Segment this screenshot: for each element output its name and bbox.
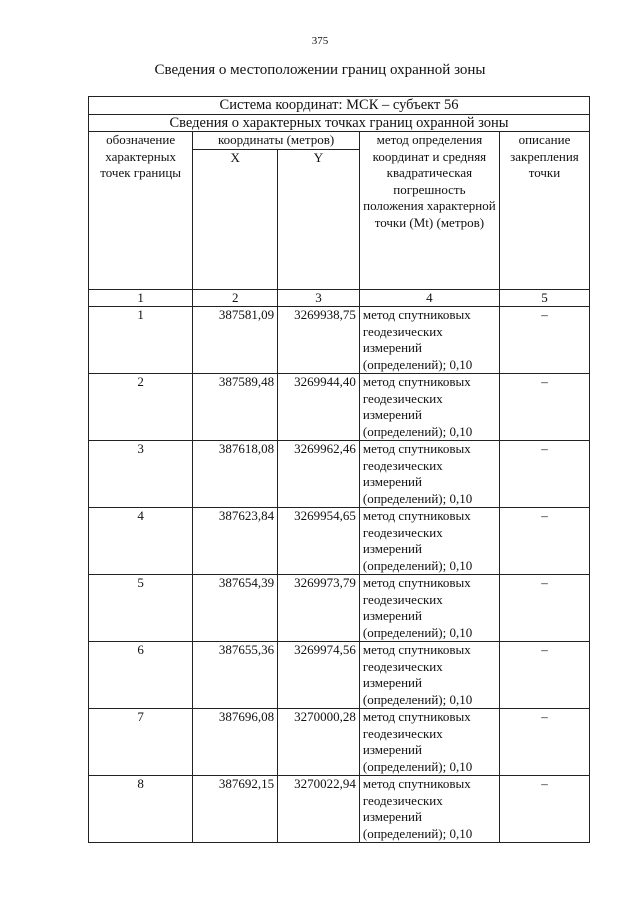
document-title: Сведения о местоположении границ охранной зоны	[154, 62, 486, 78]
method-cell: метод спутниковых геодезических измерений (определений); 0,10	[359, 575, 499, 642]
y-coordinate-cell: 3269938,75	[278, 307, 360, 374]
description-cell: –	[499, 374, 589, 441]
page-number: 375	[311, 35, 329, 47]
column-number-2: 2	[193, 289, 278, 307]
table-row	[89, 441, 590, 508]
x-coordinate-cell: 387618,08	[193, 441, 278, 508]
section-title-cell: Сведения о характерных точках границ охранной зоны	[89, 114, 590, 132]
y-coordinate-cell: 3269973,79	[278, 575, 360, 642]
method-cell: метод спутниковых геодезических измерений (определений); 0,10	[359, 307, 499, 374]
description-cell: –	[499, 441, 589, 508]
header-x: X	[193, 149, 278, 289]
description-cell: –	[499, 642, 589, 709]
point-number-cell: 8	[89, 776, 193, 843]
y-coordinate-cell: 3269974,56	[278, 642, 360, 709]
table-row	[89, 642, 590, 709]
column-number-4: 4	[359, 289, 499, 307]
method-cell: метод спутниковых геодезических измерений (определений); 0,10	[359, 508, 499, 575]
point-number-cell: 3	[89, 441, 193, 508]
y-coordinate-cell: 3269954,65	[278, 508, 360, 575]
description-cell: –	[499, 307, 589, 374]
column-numbers-row	[89, 289, 590, 307]
point-number-cell: 5	[89, 575, 193, 642]
coordinate-system-row	[89, 97, 590, 115]
method-cell: метод спутниковых геодезических измерений (определений); 0,10	[359, 441, 499, 508]
point-number-cell: 7	[89, 709, 193, 776]
header-point-designation: обозначение характерных точек границы	[89, 132, 193, 290]
x-coordinate-cell: 387692,15	[193, 776, 278, 843]
point-number-cell: 1	[89, 307, 193, 374]
x-coordinate-cell: 387655,36	[193, 642, 278, 709]
description-cell: –	[499, 709, 589, 776]
point-number-cell: 4	[89, 508, 193, 575]
y-coordinate-cell: 3270022,94	[278, 776, 360, 843]
column-number-3: 3	[278, 289, 360, 307]
table-row	[89, 575, 590, 642]
table-row	[89, 776, 590, 843]
x-coordinate-cell: 387623,84	[193, 508, 278, 575]
y-coordinate-cell: 3270000,28	[278, 709, 360, 776]
x-coordinate-cell: 387589,48	[193, 374, 278, 441]
description-cell: –	[499, 776, 589, 843]
boundary-points-table	[88, 96, 590, 843]
description-cell: –	[499, 508, 589, 575]
header-y: Y	[278, 149, 360, 289]
y-coordinate-cell: 3269944,40	[278, 374, 360, 441]
method-cell: метод спутниковых геодезических измерений (определений); 0,10	[359, 642, 499, 709]
column-number-5: 5	[499, 289, 589, 307]
description-cell: –	[499, 575, 589, 642]
method-cell: метод спутниковых геодезических измерений (определений); 0,10	[359, 776, 499, 843]
method-cell: метод спутниковых геодезических измерений (определений); 0,10	[359, 709, 499, 776]
point-number-cell: 6	[89, 642, 193, 709]
column-number-1: 1	[89, 289, 193, 307]
point-number-cell: 2	[89, 374, 193, 441]
header-row-1	[89, 132, 590, 150]
x-coordinate-cell: 387696,08	[193, 709, 278, 776]
header-description: описание закрепления точки	[499, 132, 589, 290]
header-coordinates: координаты (метров)	[193, 132, 360, 150]
section-title-row	[89, 114, 590, 132]
method-cell: метод спутниковых геодезических измерений (определений); 0,10	[359, 374, 499, 441]
table-row	[89, 307, 590, 374]
x-coordinate-cell: 387654,39	[193, 575, 278, 642]
x-coordinate-cell: 387581,09	[193, 307, 278, 374]
table-row	[89, 374, 590, 441]
table-row	[89, 508, 590, 575]
y-coordinate-cell: 3269962,46	[278, 441, 360, 508]
table-row	[89, 709, 590, 776]
coordinate-system-cell: Система координат: МСК – субъект 56	[89, 97, 590, 115]
header-method: метод определения координат и средняя квадратическая погрешность положения характерной точки (Mt) (метров)	[359, 132, 499, 290]
